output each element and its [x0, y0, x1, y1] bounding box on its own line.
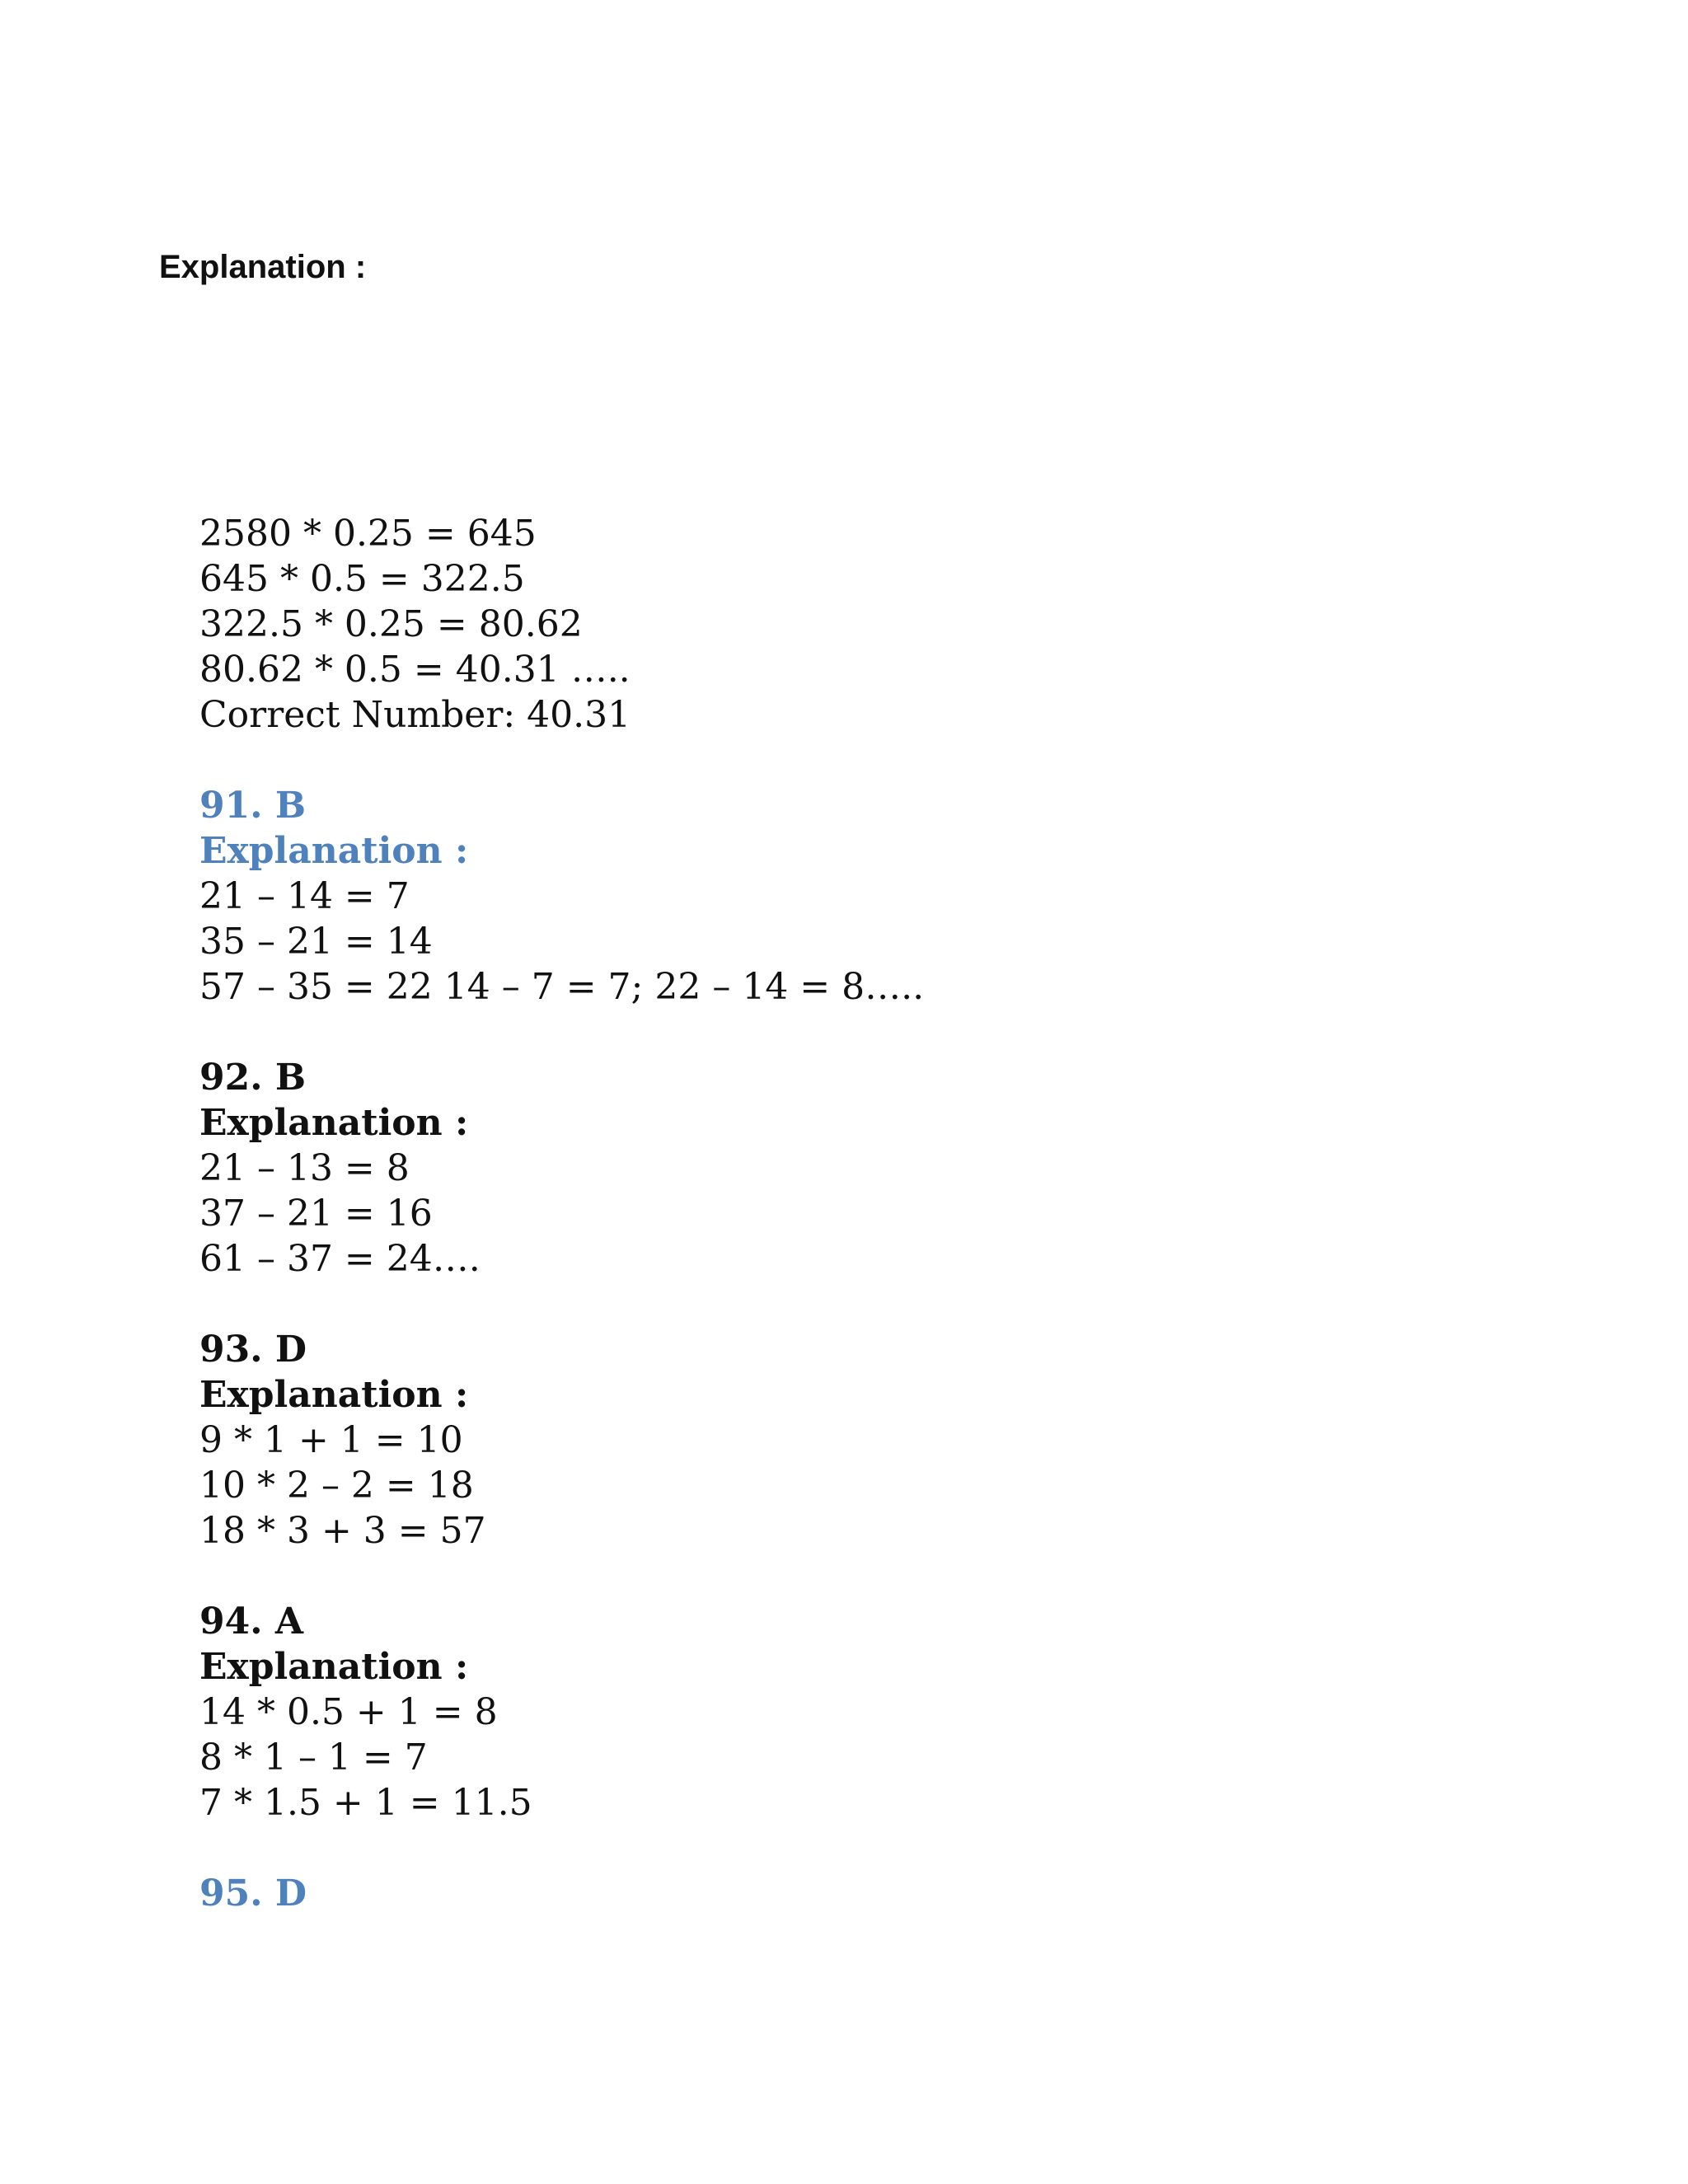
- calculation-line: 37 – 21 = 16: [199, 1193, 433, 1235]
- answer-heading: 91. B: [199, 785, 307, 827]
- calculation-line: 21 – 14 = 7: [199, 875, 410, 917]
- explanation-label: Explanation :: [199, 830, 469, 872]
- calculation-line: 14 * 0.5 + 1 = 8: [199, 1691, 498, 1733]
- correct-number-line: Correct Number: 40.31: [199, 694, 631, 736]
- answer-heading: 95. D: [199, 1872, 307, 1915]
- calculation-line: 10 * 2 – 2 = 18: [199, 1465, 474, 1507]
- intro-calculation-block: [199, 511, 924, 738]
- calculation-line: 35 – 21 = 14: [199, 921, 433, 963]
- explanation-label: Explanation :: [199, 1102, 469, 1144]
- calculation-line: 7 * 1.5 + 1 = 11.5: [199, 1782, 532, 1824]
- explanation-label: Explanation :: [199, 1646, 469, 1688]
- answer-94-block: [199, 1599, 924, 1825]
- calculation-line: 18 * 3 + 3 = 57: [199, 1510, 486, 1552]
- calculation-line: 322.5 * 0.25 = 80.62: [199, 603, 583, 645]
- answer-heading: 93. D: [199, 1329, 307, 1371]
- calculation-line: 9 * 1 + 1 = 10: [199, 1419, 463, 1461]
- answer-heading: 94. A: [199, 1601, 304, 1643]
- explanations-content: [199, 511, 924, 1961]
- page-title: Explanation :: [159, 249, 367, 285]
- answer-92-block: [199, 1055, 924, 1282]
- answer-93-block: [199, 1327, 924, 1554]
- calculation-line: 57 – 35 = 22 14 – 7 = 7; 22 – 14 = 8…..: [199, 966, 925, 1008]
- calculation-line: 645 * 0.5 = 322.5: [199, 558, 525, 600]
- calculation-line: 2580 * 0.25 = 645: [199, 513, 537, 555]
- answer-91-block: [199, 783, 924, 1010]
- calculation-line: 80.62 * 0.5 = 40.31 …..: [199, 649, 631, 691]
- calculation-line: 8 * 1 – 1 = 7: [199, 1736, 428, 1779]
- answer-heading: 92. B: [199, 1057, 307, 1099]
- calculation-line: 61 – 37 = 24….: [199, 1238, 481, 1280]
- answer-95-block: [199, 1871, 924, 1916]
- explanation-label: Explanation :: [199, 1374, 469, 1416]
- calculation-line: 21 – 13 = 8: [199, 1147, 410, 1189]
